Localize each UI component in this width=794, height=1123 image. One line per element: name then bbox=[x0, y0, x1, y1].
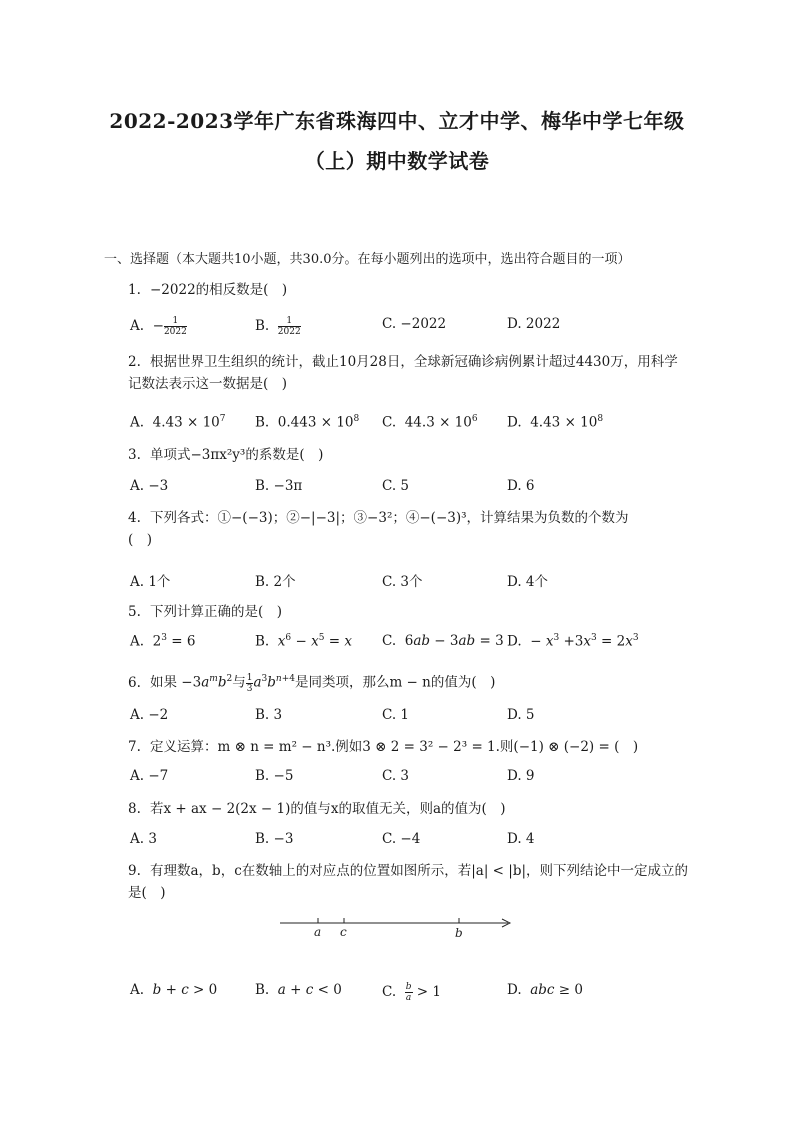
section-heading: 一、选择题（本大题共10小题，共30.0分。在每小题列出的选项中，选出符合题目的一项） bbox=[104, 252, 631, 267]
option-b: B. 3 bbox=[255, 707, 283, 723]
option-d: D. $4.43 \times 10^8$ bbox=[507, 414, 604, 431]
option-d: D. 9 bbox=[507, 768, 535, 784]
question-text-line2: 记数法表示这一数据是( ) bbox=[128, 376, 288, 392]
option-b: B. 2个 bbox=[255, 574, 296, 590]
question-text-line2: 是( ) bbox=[128, 885, 166, 901]
option-c: C. 3个 bbox=[382, 574, 423, 590]
label-b: b bbox=[455, 926, 463, 940]
option-a: A. $2^3 = 6$ bbox=[130, 633, 196, 650]
question-text: 是同类项，那么m − n的值为( ) bbox=[294, 674, 496, 691]
option-c: C. 3 bbox=[382, 768, 410, 784]
question-4-options bbox=[130, 570, 700, 592]
question-text: 单项式−3πx²y³的系数是( ) bbox=[150, 447, 324, 463]
option-d: D. 4个 bbox=[507, 574, 549, 590]
option-a: A. −3 bbox=[130, 478, 169, 494]
option-b: B. a + c < 0 bbox=[255, 982, 342, 998]
question-number: 7. bbox=[128, 739, 141, 755]
question-7 bbox=[128, 736, 698, 758]
question-number: 5. bbox=[128, 604, 141, 620]
question-1-options bbox=[130, 316, 700, 338]
option-a: A. b + c > 0 bbox=[130, 982, 218, 998]
label-c: c bbox=[340, 925, 347, 939]
option-a: A. $4.43 \times 10^7$ bbox=[130, 414, 226, 431]
question-9-options bbox=[130, 982, 700, 1004]
question-6-options bbox=[130, 707, 700, 729]
number-line-figure bbox=[270, 910, 530, 946]
option-a: A. 1个 bbox=[130, 574, 171, 590]
question-text: 定义运算：m ⊗ n = m² − n³.例如3 ⊗ 2 = 3² − 2³ = 1.则(−1) ⊗ (−2) = ( ) bbox=[150, 739, 639, 755]
question-number: 8. bbox=[128, 801, 141, 817]
question-number: 4. bbox=[128, 510, 141, 526]
question-8 bbox=[128, 798, 698, 820]
question-4 bbox=[128, 507, 698, 551]
label-a: a bbox=[314, 925, 322, 939]
question-number: 6. bbox=[128, 674, 141, 691]
question-2 bbox=[128, 351, 698, 395]
option-c: C. $44.3 \times 10^6$ bbox=[382, 414, 478, 431]
exam-title-line2: （上）期中数学试卷 bbox=[304, 149, 490, 173]
option-d: D. − $x^3 +3x^3 = 2x^3$ bbox=[507, 633, 639, 650]
option-b: B. $\frac{1}{2022}$ bbox=[255, 316, 301, 337]
option-b: B. $x^6 - x^5 = x$ bbox=[255, 633, 352, 650]
question-text-line1: 有理数a，b，c在数轴上的对应点的位置如图所示，若|a| < |b|，则下列结论中一定成立的 bbox=[150, 863, 689, 879]
option-c: C. $\frac{b}{a}$ > 1 bbox=[382, 982, 441, 1003]
question-8-options bbox=[130, 831, 700, 853]
option-d: D. 4 bbox=[507, 831, 535, 847]
option-a: A. − $\frac{1}{2022}$ bbox=[130, 316, 187, 337]
question-text-line1: 下列各式：①−(−3)；②−|−3|；③−3²；④−(−3)³，计算结果为负数的个数为 bbox=[150, 510, 629, 526]
question-text-line2: ( ) bbox=[128, 532, 153, 548]
question-number: 3. bbox=[128, 447, 141, 463]
question-text: 下列计算正确的是( ) bbox=[150, 604, 283, 620]
question-number: 1. bbox=[128, 282, 141, 298]
option-a: A. −2 bbox=[130, 707, 169, 723]
option-b: B. −3 bbox=[255, 831, 294, 847]
question-number: 2. bbox=[128, 354, 141, 370]
option-c: C. −2022 bbox=[382, 316, 447, 332]
question-7-options bbox=[130, 768, 700, 790]
option-b: B. $0.443 \times 10^8$ bbox=[255, 414, 360, 431]
option-a: A. −7 bbox=[130, 768, 169, 784]
exam-title-line1: 2022-2023学年广东省珠海四中、立才中学、梅华中学七年级 bbox=[109, 109, 685, 133]
option-b: B. −3π bbox=[255, 478, 303, 494]
question-5-options bbox=[130, 633, 700, 655]
option-c: C. −4 bbox=[382, 831, 421, 847]
question-5 bbox=[128, 601, 698, 623]
question-1 bbox=[128, 279, 698, 301]
option-c: C. 1 bbox=[382, 707, 410, 723]
question-number: 9. bbox=[128, 863, 141, 879]
option-a: A. 3 bbox=[130, 831, 157, 847]
question-text-line1: 根据世界卫生组织的统计，截止10月28日，全球新冠确诊病例累计超过4430万，用科学 bbox=[150, 354, 678, 370]
option-d: D. abc ≥ 0 bbox=[507, 982, 583, 998]
option-c: C. 5 bbox=[382, 478, 410, 494]
option-d: D. 5 bbox=[507, 707, 535, 723]
question-9 bbox=[128, 860, 698, 904]
option-c: C. 6ab − 3ab = 3 bbox=[382, 633, 504, 649]
question-text: 若x + ax − 2(2x − 1)的值与x的取值无关，则a的值为( ) bbox=[150, 801, 506, 817]
question-text: −2022的相反数是( ) bbox=[150, 282, 288, 298]
option-b: B. −5 bbox=[255, 768, 294, 784]
question-6: 6. 如果 $-3a^mb^2$与 $\frac{1}{3}$ $a^3b^{n+4}$是同类项，那么m − n的值为( ) bbox=[128, 672, 496, 694]
question-3-options bbox=[130, 478, 700, 500]
option-d: D. 2022 bbox=[507, 316, 561, 332]
option-d: D. 6 bbox=[507, 478, 535, 494]
question-3 bbox=[128, 444, 698, 466]
question-2-options bbox=[130, 414, 700, 436]
